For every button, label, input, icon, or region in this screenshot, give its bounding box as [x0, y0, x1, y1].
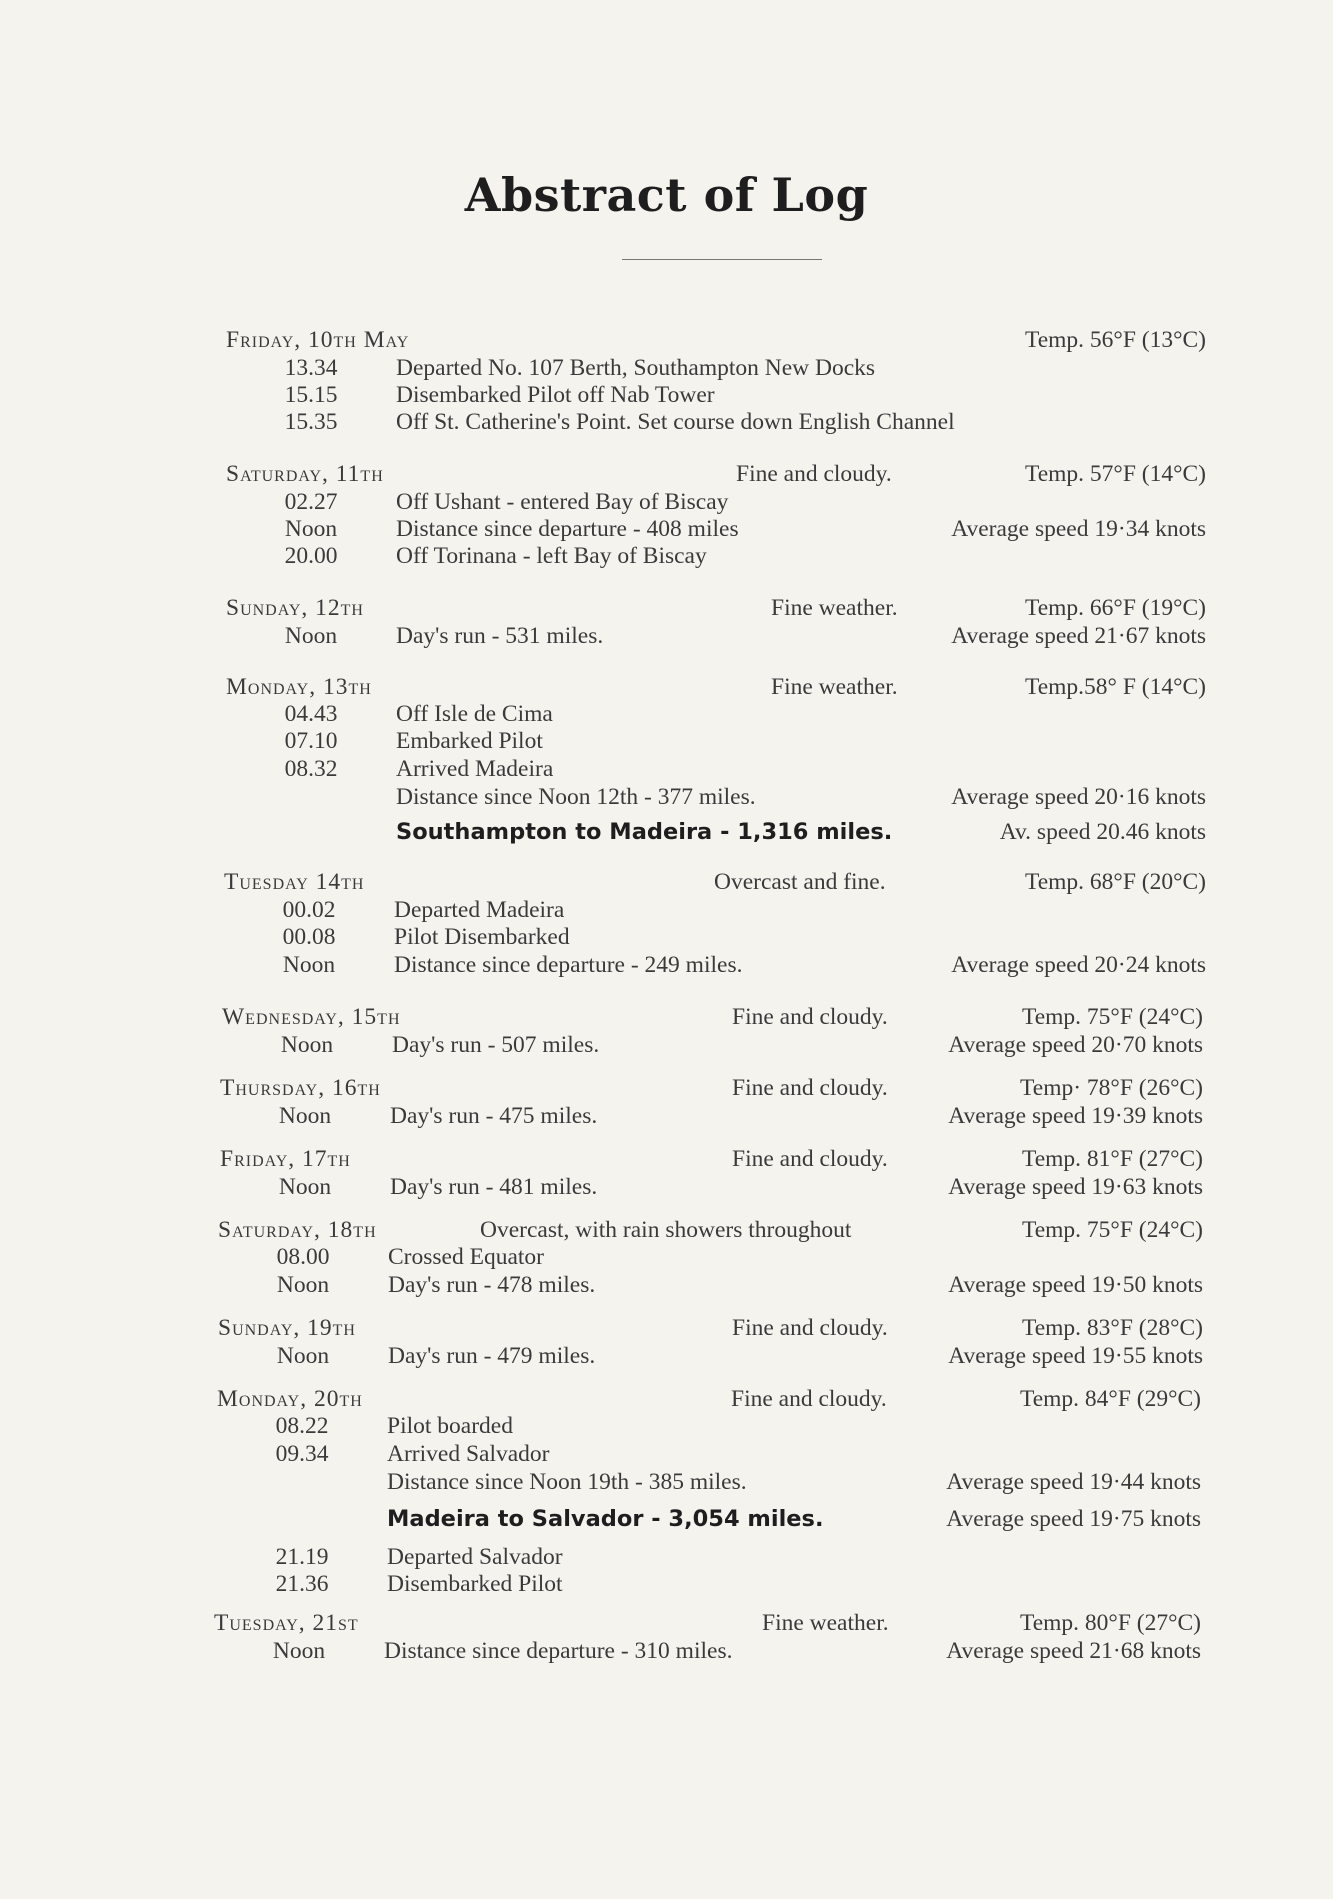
entry-time: 13.34: [284, 355, 338, 381]
entry-text: Day's run - 478 miles.: [388, 1272, 596, 1298]
temperature: Temp.58° F (14°C): [1025, 674, 1206, 700]
weather-text: Fine weather.: [771, 674, 898, 700]
average-speed: Average speed 19·63 knots: [948, 1174, 1203, 1200]
log-entry: [220, 1173, 1203, 1201]
log-entry: [218, 1271, 1203, 1299]
log-entry: [226, 727, 1206, 755]
entry-time: Noon: [284, 623, 338, 649]
log-entry: [226, 381, 1206, 409]
average-speed: Average speed 19·55 knots: [948, 1343, 1203, 1369]
log-entry: [226, 408, 1206, 436]
log-entry: [226, 515, 1206, 543]
entry-text: Day's run - 531 miles.: [396, 623, 604, 649]
day-header: [222, 1003, 1203, 1031]
entry-time: 00.08: [282, 924, 336, 950]
log-entry: [226, 622, 1206, 650]
temperature: Temp. 56°F (13°C): [1025, 327, 1206, 353]
entry-text: Disembarked Pilot off Nab Tower: [396, 382, 715, 408]
temperature: Temp. 80°F (27°C): [1020, 1610, 1201, 1636]
entry-time: 07.10: [284, 728, 338, 754]
entry-time: 00.02: [282, 897, 336, 923]
log-entry: [217, 1570, 1201, 1598]
entry-text: Disembarked Pilot: [387, 1571, 563, 1597]
entry-time: 21.19: [275, 1544, 329, 1570]
weather-text: Fine and cloudy.: [731, 1386, 887, 1412]
log-entry: [217, 1505, 1201, 1533]
log-entry: [222, 1031, 1203, 1059]
average-speed: Average speed 20·16 knots: [951, 784, 1206, 810]
weather-text: Fine and cloudy.: [732, 1075, 888, 1101]
day-name: Monday, 20th: [217, 1386, 363, 1412]
entry-text: Southampton to Madeira - 1,316 miles.: [396, 819, 893, 845]
entry-text: Day's run - 475 miles.: [390, 1103, 598, 1129]
day-header: [220, 1145, 1203, 1173]
log-entry: [218, 1243, 1203, 1271]
entry-time: Noon: [276, 1343, 330, 1369]
weather-text: Fine and cloudy.: [732, 1315, 888, 1341]
page-title: Abstract of Log: [464, 168, 869, 222]
entry-text: Off Isle de Cima: [396, 701, 553, 727]
entry-text: Embarked Pilot: [396, 728, 543, 754]
day-name: Wednesday, 15th: [222, 1004, 401, 1030]
entry-time: Noon: [284, 516, 338, 542]
entry-time: 20.00: [284, 543, 338, 569]
log-entry: [220, 1102, 1203, 1130]
entry-text: Arrived Madeira: [396, 756, 554, 782]
day-header: [217, 1385, 1201, 1413]
entry-text: Day's run - 481 miles.: [390, 1174, 598, 1200]
log-entry: [217, 1468, 1201, 1496]
entry-time: 15.35: [284, 409, 338, 435]
average-speed: Average speed 19·50 knots: [948, 1272, 1203, 1298]
temperature: Temp. 83°F (28°C): [1022, 1315, 1203, 1341]
day-header: [214, 1609, 1201, 1637]
entry-text: Pilot Disembarked: [394, 924, 570, 950]
weather-text: Fine weather.: [762, 1610, 889, 1636]
log-entry: [224, 896, 1206, 924]
entry-text: Off St. Catherine's Point. Set course down English Channel: [396, 409, 955, 435]
entry-text: Distance since Noon 19th - 385 miles.: [387, 1469, 747, 1495]
entry-text: Crossed Equator: [388, 1244, 544, 1270]
log-entry: [217, 1543, 1201, 1571]
temperature: Temp. 57°F (14°C): [1025, 461, 1206, 487]
entry-text: Departed Madeira: [394, 897, 565, 923]
log-entry: [226, 755, 1206, 783]
entry-time: 08.00: [276, 1244, 330, 1270]
temperature: Temp. 66°F (19°C): [1025, 595, 1206, 621]
entry-time: 21.36: [275, 1571, 329, 1597]
log-entry: [224, 951, 1206, 979]
day-header: [226, 673, 1206, 701]
day-name: Sunday, 19th: [218, 1315, 356, 1341]
day-name: Saturday, 18th: [218, 1217, 377, 1243]
entry-text: Arrived Salvador: [387, 1441, 550, 1467]
average-speed: Average speed 19·34 knots: [951, 516, 1206, 542]
entry-time: Noon: [282, 952, 336, 978]
entry-text: Off Torinana - left Bay of Biscay: [396, 543, 707, 569]
entry-text: Pilot boarded: [387, 1413, 513, 1439]
log-entry: [218, 1342, 1203, 1370]
weather-text: Fine and cloudy.: [732, 1004, 888, 1030]
entry-time: 09.34: [275, 1441, 329, 1467]
average-speed: Average speed 19·75 knots: [946, 1506, 1201, 1532]
day-name: Saturday, 11th: [226, 461, 384, 487]
average-speed: Av. speed 20.46 knots: [999, 819, 1206, 845]
temperature: Temp. 68°F (20°C): [1025, 869, 1206, 895]
day-header: [218, 1216, 1203, 1244]
average-speed: Average speed 20·70 knots: [948, 1032, 1203, 1058]
temperature: Temp. 75°F (24°C): [1022, 1217, 1203, 1243]
log-entry: [226, 488, 1206, 516]
entry-text: Distance since departure - 249 miles.: [394, 952, 743, 978]
log-entry: [217, 1412, 1201, 1440]
day-header: [220, 1074, 1203, 1102]
entry-time: Noon: [276, 1272, 330, 1298]
weather-text: Fine and cloudy.: [732, 1146, 888, 1172]
temperature: Temp. 75°F (24°C): [1022, 1004, 1203, 1030]
day-name: Tuesday 14th: [224, 869, 365, 895]
entry-text: Day's run - 507 miles.: [392, 1032, 600, 1058]
log-entry: [224, 923, 1206, 951]
entry-time: 02.27: [284, 489, 338, 515]
entry-text: Departed No. 107 Berth, Southampton New Docks: [396, 355, 876, 381]
day-header: [226, 460, 1206, 488]
average-speed: Average speed 21·67 knots: [951, 623, 1206, 649]
temperature: Temp. 84°F (29°C): [1020, 1386, 1201, 1412]
entry-text: Off Ushant - entered Bay of Biscay: [396, 489, 729, 515]
log-entry: [226, 783, 1206, 811]
temperature: Temp· 78°F (26°C): [1020, 1075, 1203, 1101]
entry-time: Noon: [280, 1032, 334, 1058]
average-speed: Average speed 20·24 knots: [951, 952, 1206, 978]
entry-time: Noon: [272, 1638, 326, 1664]
entry-time: 15.15: [284, 382, 338, 408]
temperature: Temp. 81°F (27°C): [1022, 1146, 1203, 1172]
day-name: Sunday, 12th: [226, 595, 364, 621]
log-entry: [214, 1637, 1201, 1665]
day-header: [224, 868, 1206, 896]
day-name: Tuesday, 21st: [214, 1610, 359, 1636]
entry-time: 08.22: [275, 1413, 329, 1439]
entry-text: Distance since departure - 310 miles.: [384, 1638, 733, 1664]
day-name: Monday, 13th: [226, 674, 372, 700]
day-name: Friday, 10th May: [226, 327, 410, 353]
log-entry: [226, 818, 1206, 846]
weather-text: Overcast, with rain showers throughout: [480, 1217, 852, 1243]
weather-text: Fine weather.: [771, 595, 898, 621]
log-entry: [226, 700, 1206, 728]
average-speed: Average speed 19·39 knots: [948, 1103, 1203, 1129]
weather-text: Fine and cloudy.: [736, 461, 892, 487]
weather-text: Overcast and fine.: [714, 869, 886, 895]
entry-text: Distance since departure - 408 miles: [396, 516, 739, 542]
day-header: [226, 326, 1206, 354]
entry-time: Noon: [278, 1174, 332, 1200]
log-entry: [217, 1440, 1201, 1468]
entry-text: Madeira to Salvador - 3,054 miles.: [387, 1506, 824, 1532]
average-speed: Average speed 21·68 knots: [946, 1638, 1201, 1664]
log-entry: [226, 354, 1206, 382]
entry-text: Day's run - 479 miles.: [388, 1343, 596, 1369]
day-header: [218, 1314, 1203, 1342]
average-speed: Average speed 19·44 knots: [946, 1469, 1201, 1495]
entry-text: Departed Salvador: [387, 1544, 563, 1570]
entry-time: 08.32: [284, 756, 338, 782]
day-name: Friday, 17th: [220, 1146, 351, 1172]
day-name: Thursday, 16th: [220, 1075, 381, 1101]
entry-time: Noon: [278, 1103, 332, 1129]
day-header: [226, 594, 1206, 622]
entry-text: Distance since Noon 12th - 377 miles.: [396, 784, 756, 810]
entry-time: 04.43: [284, 701, 338, 727]
log-entry: [226, 542, 1206, 570]
